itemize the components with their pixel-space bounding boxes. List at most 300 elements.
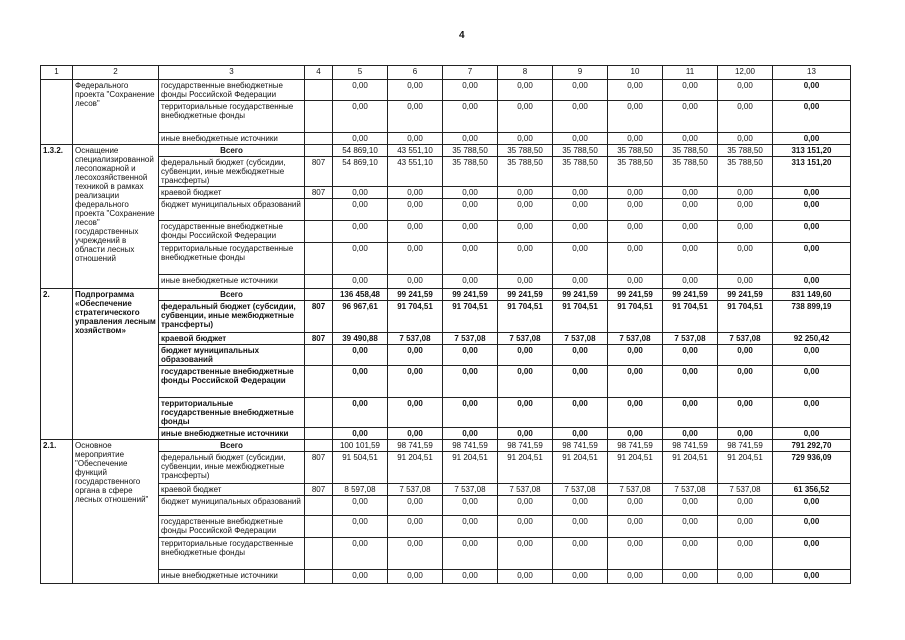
table-row [41,452,851,484]
total-value: 0,00 [773,570,851,584]
year-value: 0,00 [553,243,608,275]
column-header: 1 [41,66,73,80]
year-value: 0,00 [388,538,443,570]
total-value: 0,00 [773,538,851,570]
year-value: 0,00 [553,80,608,101]
table-row [41,366,851,398]
total-value: 0,00 [773,101,851,133]
table-row [41,80,851,101]
funding-source: Всего [159,289,305,301]
year-value: 0,00 [333,538,388,570]
year-value: 0,00 [608,243,663,275]
kbk-code [305,428,333,440]
year-value: 0,00 [718,133,773,145]
year-value: 35 788,50 [718,157,773,187]
year-value: 0,00 [663,428,718,440]
year-value: 0,00 [663,199,718,221]
item-name: Подпрограмма «Обеспечение стратегического управления лесным хозяйством» [73,289,159,440]
year-value: 7 537,08 [553,484,608,496]
year-value: 7 537,08 [498,333,553,345]
year-value: 0,00 [443,199,498,221]
year-value: 54 869,10 [333,145,388,157]
year-value: 0,00 [388,516,443,538]
funding-source: федеральный бюджет (субсидии, субвенции, иные межбюджетные трансферты) [159,301,305,333]
year-value: 0,00 [553,221,608,243]
year-value: 0,00 [388,133,443,145]
kbk-code [305,133,333,145]
kbk-code [305,345,333,366]
year-value: 99 241,59 [498,289,553,301]
funding-source: федеральный бюджет (субсидии, субвенции, иные межбюджетные трансферты) [159,452,305,484]
funding-source: краевой бюджет [159,484,305,496]
kbk-code: 807 [305,157,333,187]
total-value: 0,00 [773,366,851,398]
year-value: 0,00 [498,187,553,199]
year-value: 0,00 [718,243,773,275]
year-value: 0,00 [663,345,718,366]
column-header: 7 [443,66,498,80]
year-value: 0,00 [498,516,553,538]
year-value: 98 741,59 [608,440,663,452]
kbk-code [305,80,333,101]
year-value: 0,00 [498,496,553,516]
year-value: 0,00 [608,345,663,366]
kbk-code: 807 [305,187,333,199]
year-value: 99 241,59 [553,289,608,301]
year-value: 0,00 [443,243,498,275]
table-row [41,187,851,199]
funding-source: краевой бюджет [159,187,305,199]
year-value: 7 537,08 [608,333,663,345]
year-value: 0,00 [333,221,388,243]
item-code: 2. [41,289,73,440]
kbk-code [305,398,333,428]
year-value: 0,00 [388,496,443,516]
year-value: 98 741,59 [498,440,553,452]
table-row [41,275,851,289]
year-value: 0,00 [663,80,718,101]
total-value: 0,00 [773,398,851,428]
year-value: 99 241,59 [608,289,663,301]
year-value: 0,00 [498,199,553,221]
total-value: 729 936,09 [773,452,851,484]
year-value: 7 537,08 [718,484,773,496]
total-value: 831 149,60 [773,289,851,301]
header-row [41,66,851,80]
funding-source: государственные внебюджетные фонды Российской Федерации [159,366,305,398]
year-value: 0,00 [663,366,718,398]
kbk-code [305,221,333,243]
year-value: 0,00 [443,570,498,584]
kbk-code [305,366,333,398]
year-value: 0,00 [443,80,498,101]
year-value: 43 551,10 [388,157,443,187]
year-value: 0,00 [718,398,773,428]
year-value: 99 241,59 [663,289,718,301]
kbk-code [305,101,333,133]
year-value: 54 869,10 [333,157,388,187]
total-value: 0,00 [773,221,851,243]
year-value: 0,00 [333,345,388,366]
year-value: 0,00 [553,398,608,428]
funding-source: иные внебюджетные источники [159,570,305,584]
year-value: 0,00 [333,187,388,199]
kbk-code: 807 [305,301,333,333]
funding-source: Всего [159,440,305,452]
year-value: 0,00 [553,428,608,440]
year-value: 0,00 [443,398,498,428]
total-value: 0,00 [773,275,851,289]
year-value: 0,00 [553,187,608,199]
funding-table [40,65,851,584]
year-value: 0,00 [663,275,718,289]
year-value: 0,00 [443,366,498,398]
year-value: 7 537,08 [663,484,718,496]
column-header: 2 [73,66,159,80]
year-value: 0,00 [608,275,663,289]
year-value: 99 241,59 [388,289,443,301]
year-value: 39 490,88 [333,333,388,345]
year-value: 35 788,50 [663,157,718,187]
year-value: 43 551,10 [388,145,443,157]
year-value: 0,00 [718,187,773,199]
year-value: 0,00 [663,538,718,570]
year-value: 0,00 [663,398,718,428]
funding-source: иные внебюджетные источники [159,275,305,289]
kbk-code: 807 [305,333,333,345]
column-header: 11 [663,66,718,80]
year-value: 0,00 [718,275,773,289]
year-value: 0,00 [608,538,663,570]
year-value: 0,00 [498,538,553,570]
year-value: 0,00 [498,133,553,145]
funding-source: краевой бюджет [159,333,305,345]
funding-source: территориальные государственные внебюджетные фонды [159,243,305,275]
year-value: 99 241,59 [443,289,498,301]
year-value: 0,00 [608,187,663,199]
item-name: Федерального проекта "Сохранение лесов" [73,80,159,145]
column-header: 10 [608,66,663,80]
total-value: 791 292,70 [773,440,851,452]
table-row [41,301,851,333]
column-header: 8 [498,66,553,80]
year-value: 91 704,51 [608,301,663,333]
year-value: 0,00 [608,398,663,428]
year-value: 0,00 [388,243,443,275]
year-value: 35 788,50 [553,145,608,157]
year-value: 136 458,48 [333,289,388,301]
year-value: 98 741,59 [388,440,443,452]
total-value: 0,00 [773,187,851,199]
table-row [41,333,851,345]
funding-source: иные внебюджетные источники [159,428,305,440]
table-row [41,221,851,243]
year-value: 0,00 [333,516,388,538]
year-value: 99 241,59 [718,289,773,301]
funding-source: бюджет муниципальных образований [159,496,305,516]
year-value: 7 537,08 [388,333,443,345]
year-value: 0,00 [443,428,498,440]
table-row [41,101,851,133]
year-value: 91 204,51 [553,452,608,484]
year-value: 7 537,08 [608,484,663,496]
year-value: 8 597,08 [333,484,388,496]
kbk-code [305,289,333,301]
year-value: 7 537,08 [663,333,718,345]
table-row [41,243,851,275]
kbk-code [305,199,333,221]
year-value: 7 537,08 [388,484,443,496]
year-value: 0,00 [608,199,663,221]
year-value: 0,00 [663,221,718,243]
year-value: 0,00 [718,496,773,516]
year-value: 0,00 [333,243,388,275]
year-value: 0,00 [443,496,498,516]
year-value: 0,00 [333,80,388,101]
total-value: 0,00 [773,199,851,221]
year-value: 0,00 [608,366,663,398]
year-value: 0,00 [498,275,553,289]
year-value: 0,00 [443,538,498,570]
total-value: 0,00 [773,133,851,145]
table-row [41,157,851,187]
year-value: 0,00 [443,221,498,243]
kbk-code [305,275,333,289]
year-value: 0,00 [388,366,443,398]
table-row [41,440,851,452]
year-value: 0,00 [333,366,388,398]
year-value: 0,00 [388,199,443,221]
year-value: 35 788,50 [663,145,718,157]
year-value: 0,00 [553,570,608,584]
year-value: 91 704,51 [663,301,718,333]
year-value: 0,00 [388,428,443,440]
year-value: 0,00 [333,101,388,133]
kbk-code: 807 [305,484,333,496]
year-value: 0,00 [718,101,773,133]
year-value: 100 101,59 [333,440,388,452]
year-value: 0,00 [498,366,553,398]
year-value: 91 204,51 [663,452,718,484]
funding-source: Всего [159,145,305,157]
item-code: 2.1. [41,440,73,584]
total-value: 0,00 [773,516,851,538]
year-value: 0,00 [608,133,663,145]
year-value: 0,00 [608,516,663,538]
total-value: 61 356,52 [773,484,851,496]
column-header: 3 [159,66,305,80]
funding-source: государственные внебюджетные фонды Российской Федерации [159,516,305,538]
year-value: 0,00 [718,221,773,243]
table-row [41,133,851,145]
year-value: 35 788,50 [443,157,498,187]
year-value: 0,00 [553,366,608,398]
year-value: 0,00 [388,275,443,289]
year-value: 0,00 [608,496,663,516]
kbk-code [305,516,333,538]
funding-source: федеральный бюджет (субсидии, субвенции, иные межбюджетные трансферты) [159,157,305,187]
kbk-code [305,145,333,157]
year-value: 0,00 [663,516,718,538]
total-value: 313 151,20 [773,145,851,157]
year-value: 0,00 [663,187,718,199]
year-value: 91 704,51 [718,301,773,333]
funding-source: иные внебюджетные источники [159,133,305,145]
item-name: Основное мероприятие "Обеспечение функций государственного органа в сфере лесных отношений" [73,440,159,584]
year-value: 0,00 [718,366,773,398]
year-value: 0,00 [718,80,773,101]
funding-source: территориальные государственные внебюджетные фонды [159,101,305,133]
year-value: 7 537,08 [498,484,553,496]
page-number: 4 [459,30,465,41]
kbk-code [305,496,333,516]
total-value: 738 899,19 [773,301,851,333]
year-value: 35 788,50 [443,145,498,157]
year-value: 0,00 [663,496,718,516]
funding-source: бюджет муниципальных образований [159,199,305,221]
year-value: 96 967,61 [333,301,388,333]
year-value: 98 741,59 [443,440,498,452]
year-value: 98 741,59 [553,440,608,452]
year-value: 0,00 [333,570,388,584]
year-value: 0,00 [663,133,718,145]
year-value: 0,00 [498,398,553,428]
column-header: 9 [553,66,608,80]
year-value: 91 204,51 [608,452,663,484]
kbk-code [305,538,333,570]
year-value: 0,00 [443,133,498,145]
year-value: 0,00 [333,496,388,516]
year-value: 0,00 [333,199,388,221]
year-value: 91 204,51 [388,452,443,484]
total-value: 0,00 [773,80,851,101]
year-value: 0,00 [718,538,773,570]
year-value: 7 537,08 [443,333,498,345]
year-value: 0,00 [443,345,498,366]
table-row [41,289,851,301]
kbk-code [305,440,333,452]
year-value: 0,00 [608,570,663,584]
table-row [41,516,851,538]
total-value: 92 250,42 [773,333,851,345]
year-value: 0,00 [718,199,773,221]
column-header: 12,00 [718,66,773,80]
year-value: 0,00 [333,428,388,440]
year-value: 35 788,50 [718,145,773,157]
year-value: 0,00 [443,275,498,289]
year-value: 0,00 [388,221,443,243]
table-row [41,345,851,366]
column-header: 5 [333,66,388,80]
year-value: 0,00 [388,187,443,199]
year-value: 0,00 [388,101,443,133]
year-value: 0,00 [498,428,553,440]
year-value: 98 741,59 [663,440,718,452]
funding-source: территориальные государственные внебюджетные фонды [159,538,305,570]
year-value: 0,00 [498,345,553,366]
year-value: 0,00 [718,570,773,584]
funding-source: государственные внебюджетные фонды Российской Федерации [159,221,305,243]
year-value: 0,00 [608,101,663,133]
year-value: 35 788,50 [608,145,663,157]
column-header: 4 [305,66,333,80]
year-value: 0,00 [498,80,553,101]
table-row [41,398,851,428]
year-value: 98 741,59 [718,440,773,452]
year-value: 0,00 [553,275,608,289]
funding-source: государственные внебюджетные фонды Российской Федерации [159,80,305,101]
year-value: 91 704,51 [553,301,608,333]
year-value: 0,00 [608,80,663,101]
year-value: 0,00 [553,496,608,516]
year-value: 91 204,51 [718,452,773,484]
year-value: 0,00 [608,428,663,440]
total-value: 0,00 [773,243,851,275]
year-value: 0,00 [553,101,608,133]
year-value: 7 537,08 [718,333,773,345]
year-value: 0,00 [333,133,388,145]
table-row [41,484,851,496]
year-value: 0,00 [663,570,718,584]
kbk-code [305,243,333,275]
year-value: 0,00 [388,345,443,366]
year-value: 0,00 [663,101,718,133]
total-value: 0,00 [773,496,851,516]
year-value: 0,00 [333,275,388,289]
year-value: 0,00 [498,221,553,243]
kbk-code: 807 [305,452,333,484]
year-value: 35 788,50 [498,145,553,157]
table-row [41,538,851,570]
year-value: 0,00 [718,428,773,440]
year-value: 7 537,08 [553,333,608,345]
year-value: 35 788,50 [553,157,608,187]
table-row [41,199,851,221]
total-value: 0,00 [773,345,851,366]
year-value: 0,00 [718,345,773,366]
item-code: 1.3.2. [41,145,73,289]
year-value: 0,00 [608,221,663,243]
column-header: 6 [388,66,443,80]
year-value: 0,00 [553,133,608,145]
year-value: 0,00 [388,398,443,428]
year-value: 0,00 [553,538,608,570]
year-value: 7 537,08 [443,484,498,496]
item-code [41,80,73,145]
year-value: 0,00 [498,101,553,133]
year-value: 0,00 [498,570,553,584]
year-value: 91 704,51 [388,301,443,333]
year-value: 91 704,51 [443,301,498,333]
year-value: 0,00 [333,398,388,428]
column-header: 13 [773,66,851,80]
funding-source: территориальные государственные внебюджетные фонды [159,398,305,428]
year-value: 0,00 [663,243,718,275]
year-value: 0,00 [498,243,553,275]
year-value: 0,00 [718,516,773,538]
year-value: 91 204,51 [443,452,498,484]
year-value: 91 704,51 [498,301,553,333]
table-row [41,496,851,516]
year-value: 35 788,50 [498,157,553,187]
year-value: 0,00 [388,80,443,101]
funding-source: бюджет муниципальных образований [159,345,305,366]
year-value: 0,00 [553,516,608,538]
table-row [41,428,851,440]
table-row [41,570,851,584]
table-row [41,145,851,157]
total-value: 0,00 [773,428,851,440]
